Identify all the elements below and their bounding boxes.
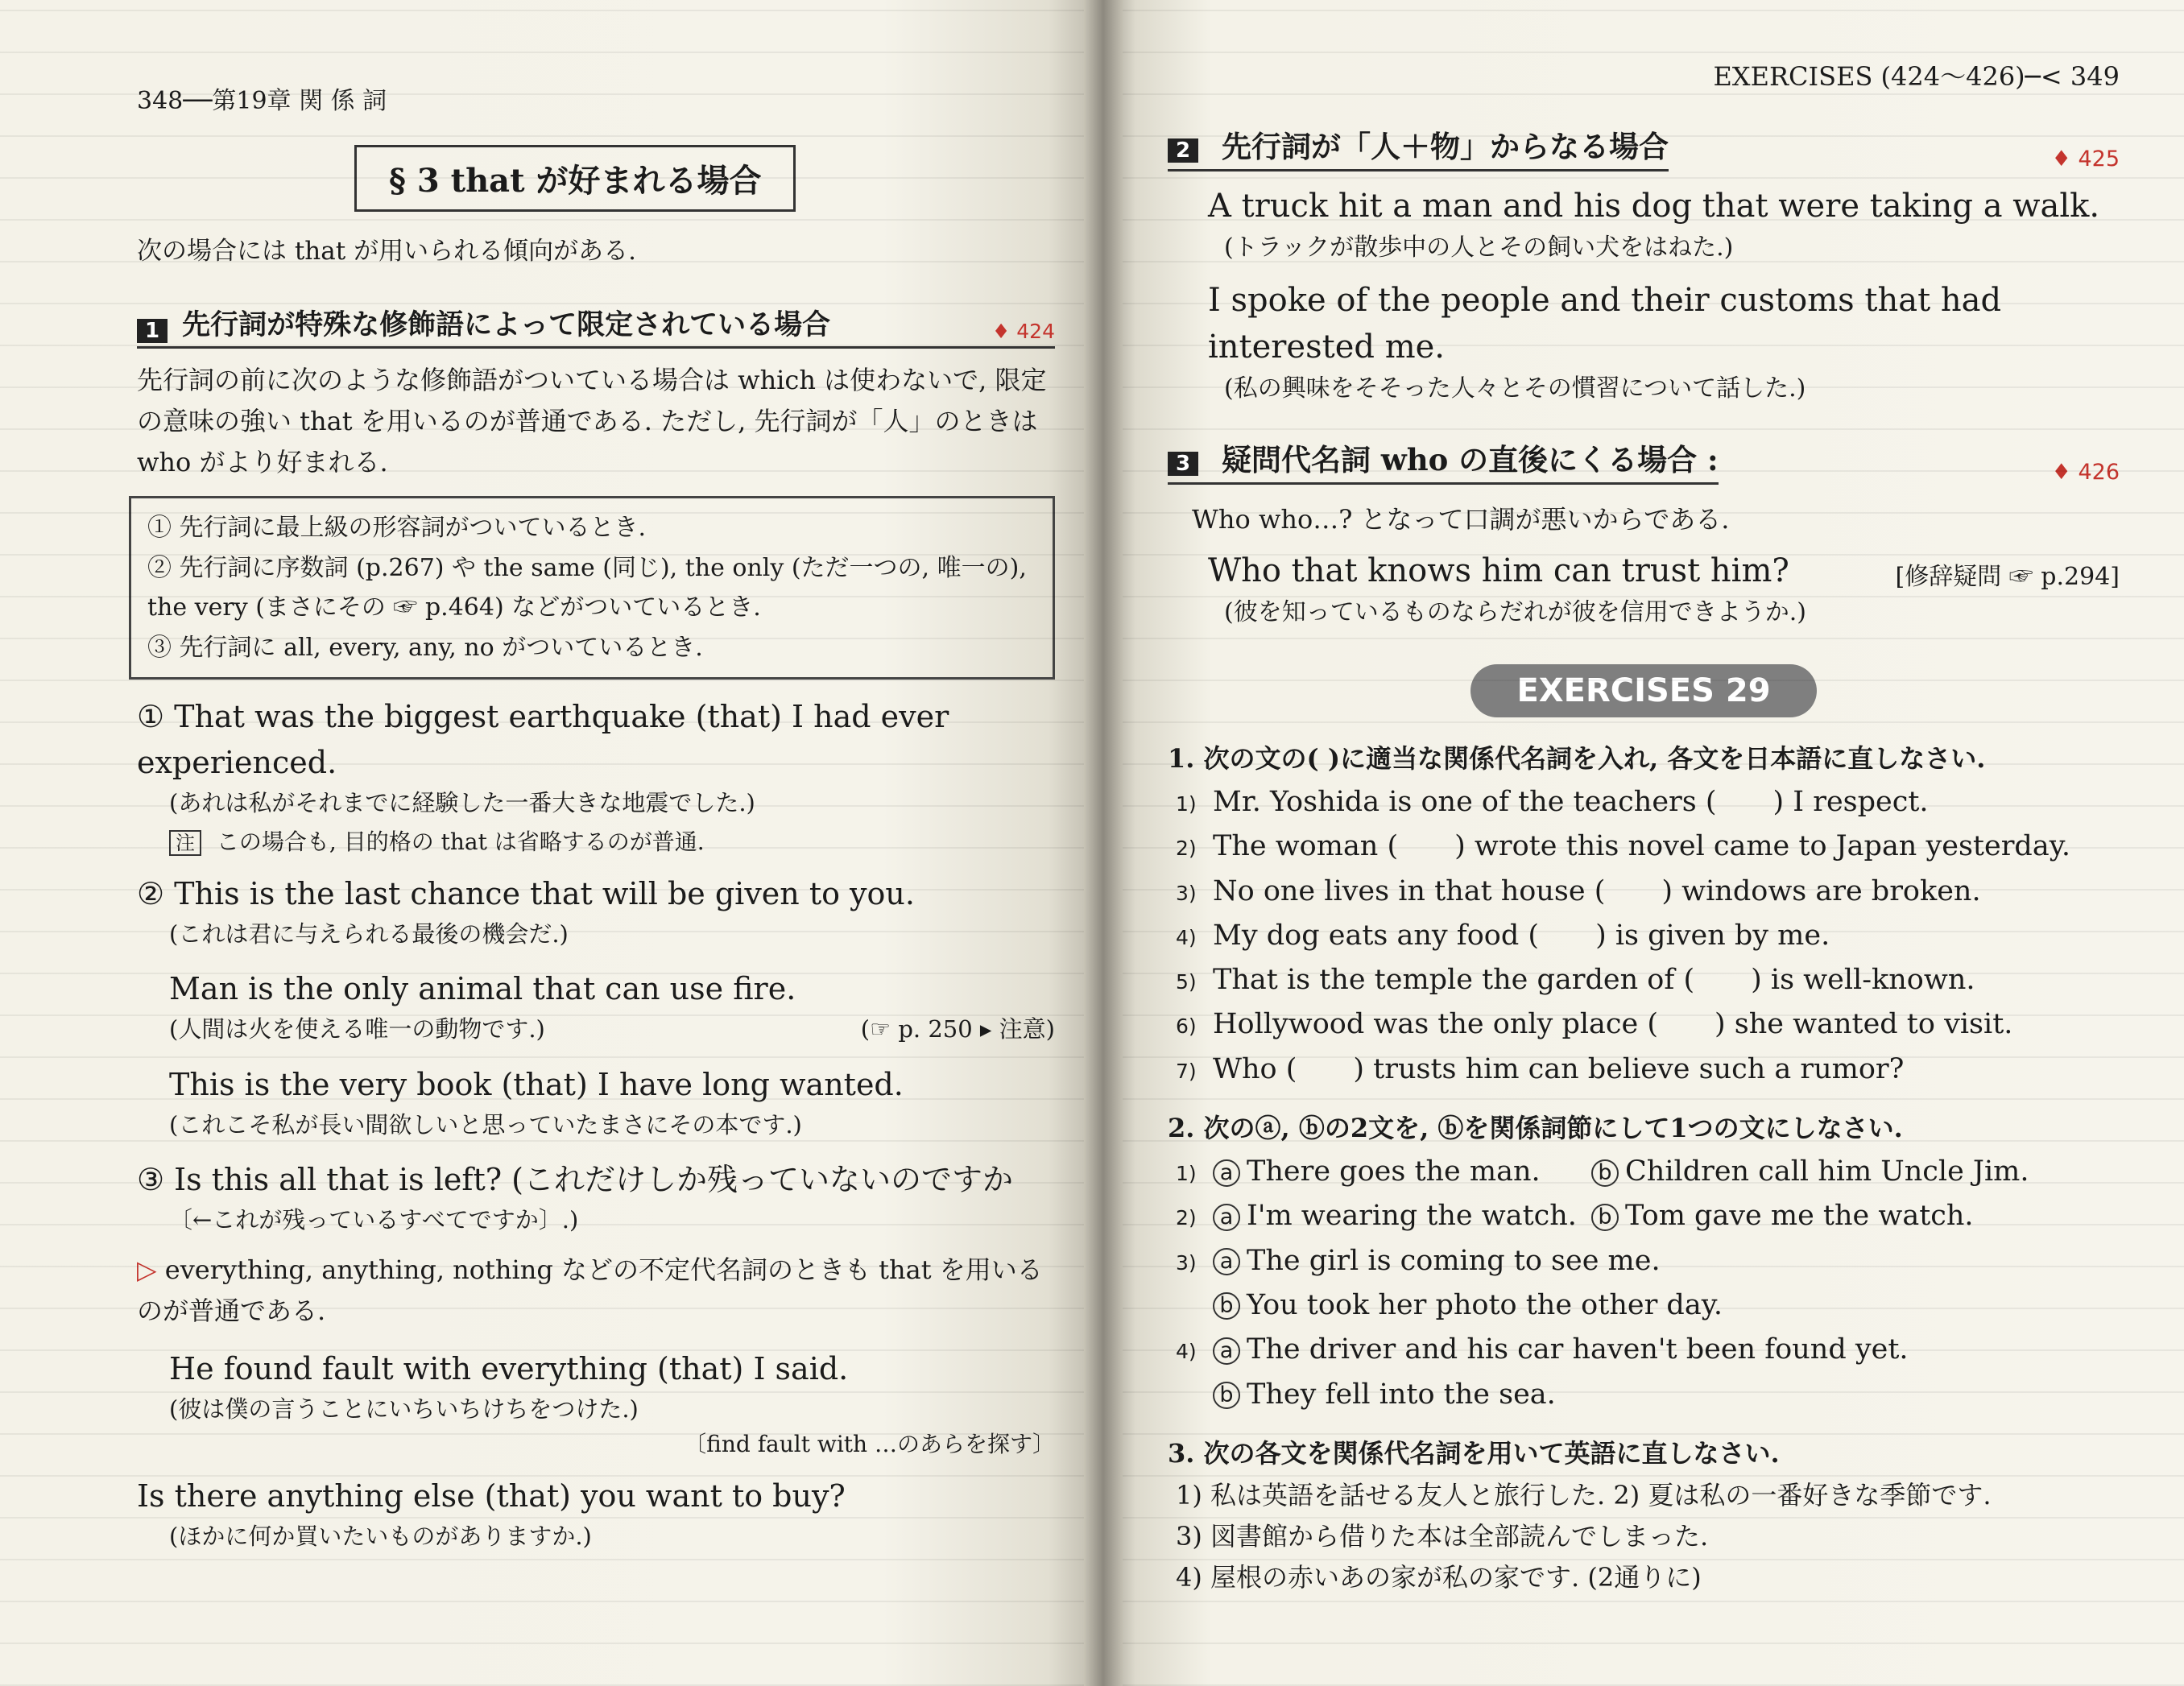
list-item — [1176, 914, 2120, 958]
sentence-b — [1591, 1194, 1974, 1238]
subheading-2-title-wrap — [1168, 122, 1669, 171]
item-number: 3) — [1176, 881, 1197, 905]
item-text: My dog eats any food ( ) is given by me. — [1213, 919, 1830, 952]
example-sentence: ② This is the last chance that will be given to you. — [137, 875, 915, 911]
list-item: 4) 屋根の赤いあの家が私の家です. (2通りに) — [1176, 1562, 1702, 1593]
subheading-title: 先行詞が特殊な修飾語によって限定されている場合 — [182, 308, 831, 341]
subheading-3 — [1168, 436, 2120, 485]
list-item — [1176, 1048, 2120, 1092]
example-translation: (私の興味をそそった人々とその慣習について話した.) — [1224, 374, 1806, 403]
example-translation: (これこそ私が長い間欲しいと思っていたまさにその本です.) — [169, 1110, 802, 1138]
condition-item: ③ 先行詞に all, every, any, no がついているとき. — [147, 633, 703, 662]
example-sentence: ① That was the biggest earthquake (that) I had ever experienced. — [137, 699, 949, 781]
question-1-list — [1176, 780, 2120, 1092]
subheading-title: 先行詞が「人＋物」からなる場合 — [1221, 129, 1669, 164]
item-text: The woman ( ) wrote this novel came to Japan yesterday. — [1213, 830, 2070, 863]
subheading-number: 3 — [1168, 452, 1198, 476]
sentence-a-text: There goes the man. — [1247, 1155, 1541, 1188]
circled-a-icon: a — [1213, 1248, 1240, 1275]
item-text: That is the temple the garden of ( ) is well-known. — [1213, 964, 1975, 997]
circled-b-icon: b — [1213, 1292, 1240, 1320]
example-sentence: He found fault with everything (that) I said. — [169, 1350, 849, 1386]
example-sentence: Man is the only animal that can use fire. — [169, 971, 796, 1007]
circled-a-icon: a — [1213, 1337, 1240, 1365]
example-sentence: Who that knows him can trust him? — [1208, 552, 1789, 589]
triangle-note — [137, 1250, 1055, 1332]
list-item — [1176, 870, 2120, 914]
example-sentence: This is the very book (that) I have long wanted. — [169, 1066, 904, 1102]
section-title: § 3 that が好まれる場合 — [354, 145, 796, 212]
exercises-banner: EXERCISES 29 — [1470, 664, 1817, 717]
example-translation: (これは君に与えられる最後の機会だ.) — [169, 919, 569, 948]
sentence-a — [1213, 1328, 1909, 1372]
triangle-note-text: everything, anything, nothing などの不定代名詞のときも that を用いるのが普通である. — [137, 1254, 1043, 1326]
example-translation: (彼を知っているものならだれが彼を信用できようか.) — [1224, 598, 1806, 626]
example-translation: (人間は火を使える唯一の動物です.) — [169, 1015, 545, 1043]
sentence-stack — [1213, 1239, 1723, 1329]
example-translation-row — [169, 1012, 1055, 1048]
sentence-b — [1213, 1373, 1909, 1417]
item-number: 2) — [1176, 837, 1197, 861]
example-sentence: A truck hit a man and his dog that were taking a walk. — [1208, 188, 2100, 225]
item-number: 2) — [1176, 1206, 1197, 1230]
item-number: 3) — [1176, 1250, 1197, 1275]
note-tag: 注 — [169, 830, 201, 856]
list-item: 1) 私は英語を話せる友人と旅行した. 2) 夏は私の一番好きな季節です. — [1176, 1479, 1992, 1510]
list-item — [1176, 824, 2120, 869]
item-number: 5) — [1176, 970, 1197, 994]
question-3-heading: 3. 次の各文を関係代名詞を用いて英語に直しなさい. — [1168, 1437, 1780, 1469]
list-item — [1176, 958, 2120, 1002]
paragraph-ref: ♦ 424 — [991, 319, 1055, 343]
example-translation: (彼は僕の言うことにいちいちけちをつけた.) — [169, 1395, 639, 1423]
section-intro: 次の場合には that が用いられる傾向がある. — [137, 237, 636, 266]
example-translation: (ほかに何か買いたいものがありますか.) — [169, 1523, 592, 1551]
example-sentence: ③ Is this all that is left? (これだけしか残っていないのですか — [137, 1162, 1013, 1198]
item-number: 1) — [1176, 792, 1197, 816]
question-1-heading: 1. 次の文の( )に適当な関係代名詞を入れ, 各文を日本語に直しなさい. — [1168, 743, 1986, 774]
example-translation: (あれは私がそれまでに経験した一番大きな地震でした.) — [169, 789, 755, 817]
note-line — [169, 824, 1055, 857]
item-text: Who ( ) trusts him can believe such a rumor? — [1213, 1052, 1905, 1085]
list-item — [1176, 1194, 2120, 1238]
list-item — [1176, 780, 2120, 824]
sentence-pair — [1213, 1150, 2029, 1194]
sentence-b — [1213, 1283, 1723, 1328]
paragraph-ref: ♦ 426 — [2051, 460, 2120, 485]
list-item — [1176, 1328, 2120, 1417]
sentence-a — [1213, 1239, 1723, 1283]
paragraph-ref: ♦ 425 — [2051, 147, 2120, 171]
right-page — [1103, 0, 2184, 1686]
subheading-number: 2 — [1168, 138, 1198, 163]
sentence-b — [1591, 1150, 2029, 1194]
subheading-1 — [137, 303, 1055, 349]
example-row — [1208, 548, 2120, 594]
cross-reference: [修辞疑問 ☞ p.294] — [1895, 562, 2120, 591]
sentence-a-text: The driver and his car haven't been found yet. — [1247, 1333, 1909, 1366]
example-translation: 〔←これが残っているすべてですか〕.) — [169, 1206, 579, 1234]
example-sentence: I spoke of the people and their customs that had interested me. — [1208, 282, 2002, 366]
sentence-a-text: The girl is coming to see me. — [1247, 1244, 1661, 1277]
list-item — [1176, 1150, 2120, 1194]
sentence-a — [1213, 1194, 1591, 1238]
list-item: 3) 図書館から借りた本は全部読んでしまった. — [1176, 1521, 1709, 1552]
example-translation: (トラックが散歩中の人とその飼い犬をはねた.) — [1224, 233, 1734, 262]
cross-reference: (☞ p. 250 ▸ 注意) — [860, 1015, 1055, 1043]
vocab-note: 〔find fault with …のあらを探す〕 — [684, 1431, 1055, 1458]
sentence-b-text: You took her photo the other day. — [1247, 1288, 1723, 1321]
subheading-2 — [1168, 122, 2120, 171]
question-2-heading: 2. 次のⓐ, ⓑの2文を, ⓑを関係詞節にして1つの文にしなさい. — [1168, 1113, 1903, 1144]
circled-a-icon: a — [1213, 1159, 1240, 1187]
running-head-left: 348──第19章 関 係 詞 — [137, 87, 387, 115]
sentence-stack — [1213, 1328, 1909, 1417]
circled-b-icon: b — [1591, 1159, 1619, 1187]
circled-a-icon: a — [1213, 1204, 1240, 1231]
sentence-b-text: They fell into the sea. — [1247, 1378, 1556, 1411]
book-gutter — [1084, 0, 1123, 1686]
subheading-3-title-wrap — [1168, 436, 1719, 485]
item-text: No one lives in that house ( ) windows are broken. — [1213, 874, 1981, 907]
conditions-box — [129, 496, 1055, 680]
note-text: この場合も, 目的格の that は省略するのが普通. — [216, 828, 705, 855]
sentence-b-text: Tom gave me the watch. — [1625, 1200, 1974, 1233]
subheading-title: 疑問代名詞 who の直後にくる場合 : — [1221, 442, 1719, 477]
running-head-right: EXERCISES (424〜426)─< 349 — [1713, 61, 2120, 92]
triangle-icon: ▷ — [137, 1254, 157, 1285]
subheading-number: 1 — [137, 319, 168, 343]
list-item — [1176, 1002, 2120, 1047]
question-2-list — [1176, 1150, 2120, 1417]
item-number: 1) — [1176, 1162, 1197, 1186]
item-number: 7) — [1176, 1059, 1197, 1083]
sentence-b-text: Children call him Uncle Jim. — [1625, 1155, 2029, 1188]
subheading-1-body: 先行詞の前に次のような修飾語がついている場合は which は使わないで, 限定の意味の強い that を用いるのが普通である. ただし, 先行詞が「人」のときは who がより好まれる. — [137, 364, 1047, 477]
sentence-a-text: I'm wearing the watch. — [1247, 1200, 1577, 1233]
item-number: 4) — [1176, 925, 1197, 949]
example-sentence: Is there anything else (that) you want to buy? — [137, 1478, 846, 1515]
condition-item: ② 先行詞に序数詞 (p.267) や the same (同じ), the only (ただ一つの, 唯一の), the very (まさにその ☞ p.464) などがついているとき. — [147, 553, 1027, 622]
condition-item: ① 先行詞に最上級の形容詞がついているとき. — [147, 514, 647, 543]
subheading-3-body: Who who…? となって口調が悪いからである. — [1192, 504, 1730, 535]
item-number: 6) — [1176, 1014, 1197, 1039]
sentence-a — [1213, 1150, 1591, 1194]
list-item — [1176, 1239, 2120, 1329]
circled-b-icon: b — [1213, 1382, 1240, 1409]
item-text: Mr. Yoshida is one of the teachers ( ) I respect. — [1213, 786, 1929, 818]
item-number: 4) — [1176, 1340, 1197, 1364]
question-3-list — [1176, 1475, 2120, 1599]
item-text: Hollywood was the only place ( ) she wanted to visit. — [1213, 1008, 2013, 1041]
circled-b-icon: b — [1591, 1204, 1619, 1231]
sentence-pair — [1213, 1194, 1974, 1238]
